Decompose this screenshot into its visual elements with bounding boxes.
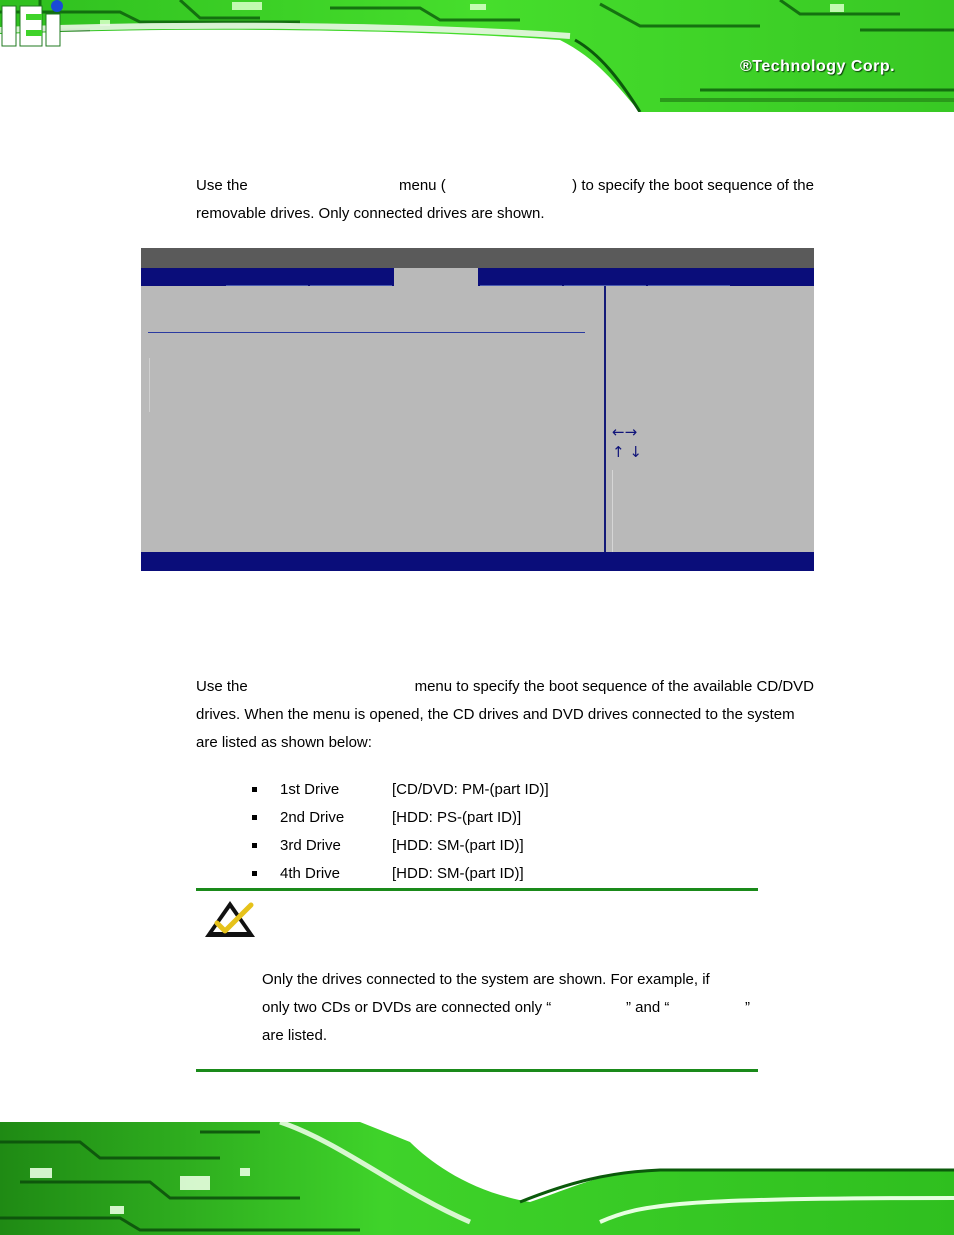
note-bottom-rule: [196, 1069, 758, 1072]
para2-line2: drives. When the menu is opened, the CD drives and DVD drives connected to the system: [196, 706, 795, 723]
note-line2-a: only two CDs or DVDs are connected only “: [262, 999, 552, 1016]
para1-text-a: Use the: [196, 177, 248, 194]
bullet-icon: [252, 871, 257, 876]
drive-label: 3rd Drive: [280, 837, 341, 854]
bios-tab-1[interactable]: [226, 268, 308, 286]
page-footer-banner: [0, 1122, 954, 1235]
note-top-rule: [196, 888, 758, 891]
para1-line2: removable drives. Only connected drives are shown.: [196, 205, 545, 222]
bios-tab-boot-active[interactable]: [394, 268, 478, 286]
page-header-banner: [0, 0, 954, 112]
para2-text-a: Use the: [196, 678, 248, 695]
bios-tab-5[interactable]: [564, 268, 646, 286]
bios-help-guide: [612, 470, 613, 552]
brand-name: ®Technology Corp.: [740, 58, 896, 75]
cd-dvd-drives-paragraph: [196, 673, 814, 757]
bullet-icon: [252, 815, 257, 820]
drive-value: [HDD: PS-(part ID)]: [392, 809, 522, 826]
drive-value: [HDD: SM-(part ID)]: [392, 865, 524, 882]
drive-label: 2nd Drive: [280, 809, 345, 826]
bios-status-bar: [141, 552, 814, 571]
drive-value: [HDD: SM-(part ID)]: [392, 837, 524, 854]
up-down-arrows-icon: ↑ ↓: [612, 443, 642, 461]
bullet-icon: [252, 843, 257, 848]
bios-menu-bar: [141, 268, 814, 286]
bullet-icon: [252, 787, 257, 792]
bios-help-divider: [604, 286, 606, 552]
para1-text-b: menu (: [399, 177, 446, 194]
bios-tab-2[interactable]: [310, 268, 392, 286]
para1-text-c: ) to specify the boot sequence of the: [572, 177, 814, 194]
circuit-board-footer-graphic: [0, 1122, 954, 1235]
note-text: [262, 966, 750, 1050]
bios-list-guide: [149, 358, 150, 412]
note-line1: Only the drives connected to the system are shown. For example, if: [262, 971, 710, 988]
bios-body: [141, 286, 814, 552]
bios-key-legend: [612, 422, 642, 462]
left-right-arrows-icon: ←→: [612, 423, 638, 441]
note-line3: are listed.: [262, 1027, 328, 1044]
bios-section-separator: [148, 332, 585, 333]
note-checkmark-icon: [203, 899, 257, 939]
bios-screenshot: [141, 248, 814, 571]
note-line2-c: ”: [745, 999, 750, 1016]
note-line2-b: ” and “: [626, 999, 670, 1016]
bios-tab-6[interactable]: [648, 268, 730, 286]
para2-text-b: menu to specify the boot sequence of the available CD/DVD: [414, 678, 814, 695]
bios-tab-4[interactable]: [480, 268, 562, 286]
drive-label: 1st Drive: [280, 781, 340, 798]
bios-title-bar: [141, 248, 814, 268]
para2-line3: are listed as shown below:: [196, 734, 372, 751]
iei-logo-icon: [0, 0, 70, 48]
drive-value: [CD/DVD: PM-(part ID)]: [392, 781, 549, 798]
removable-drives-paragraph: [196, 172, 814, 228]
circuit-board-header-graphic: [0, 0, 954, 112]
drive-label: 4th Drive: [280, 865, 341, 882]
